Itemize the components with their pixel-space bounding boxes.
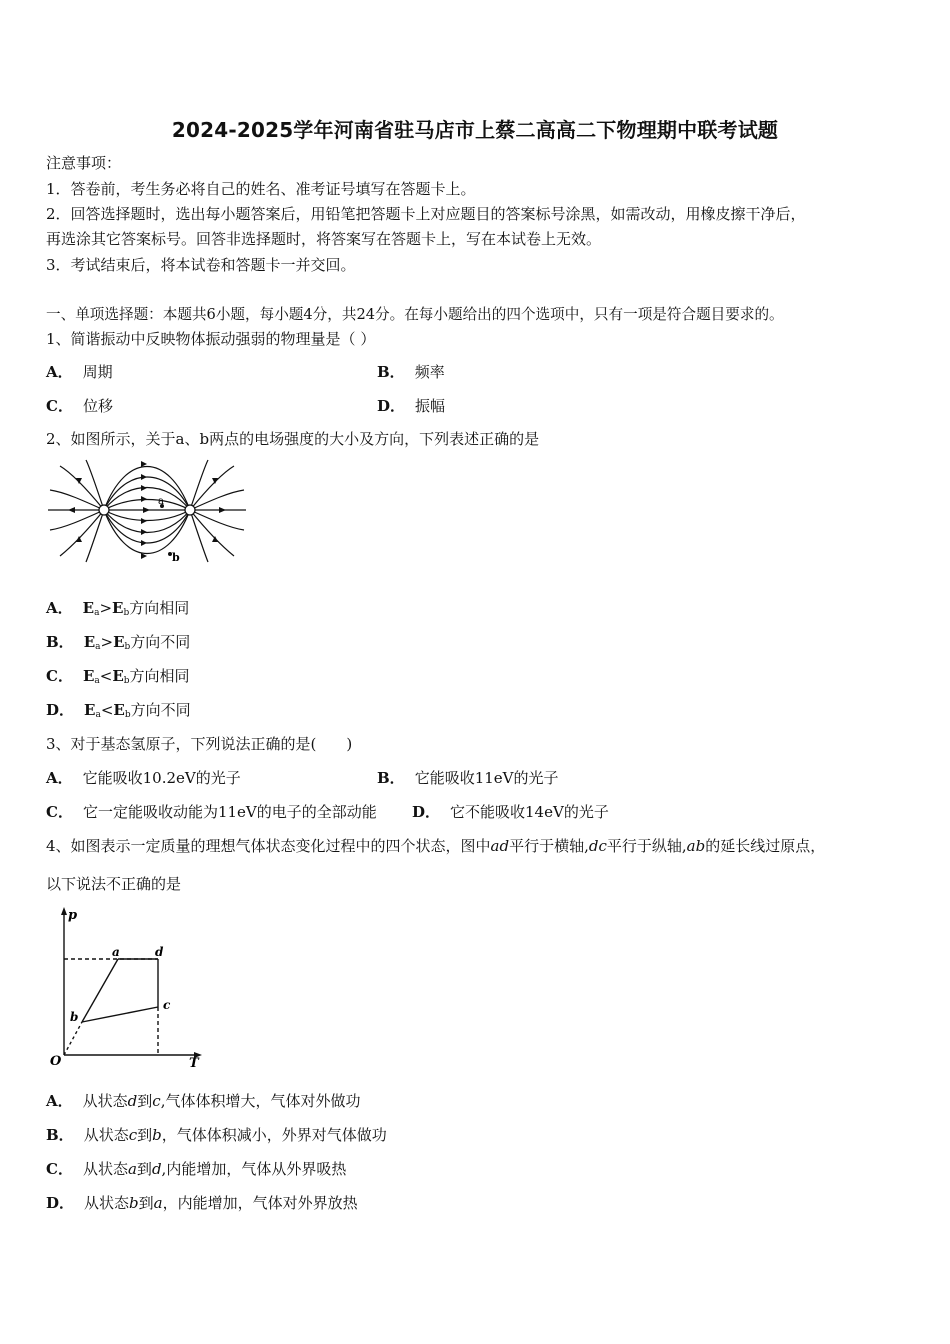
q2-option-a[interactable]: A． $E_a>E_b$方向相同 [46,599,190,618]
state-c-label: c [163,998,171,1012]
point-b-label: b [172,551,180,564]
q3-option-b[interactable]: B． 它能吸收11eV的光子 [377,769,559,787]
section-heading: 一、单项选择题：本题共6小题，每小题4分，共24分。在每小题给出的四个选项中，只有一项是符合题目要求的。 [46,306,784,323]
q4-stem-line2: 以下说法不正确的是 [46,875,182,893]
q3-option-c[interactable]: C． 它一定能吸收动能为11eV的电子的全部动能 [46,803,377,821]
state-a-label: a [112,945,120,959]
notice-item-2: 2．回答选择题时，选出每小题答案后，用铅笔把答题卡上对应题目的答案标号涂黑，如需改动，用橡皮擦干净后， [46,205,806,223]
q4-option-a[interactable]: A． 从状态d到c,气体体积增大，气体对外做功 [46,1092,361,1110]
q2-option-d[interactable]: D． $E_a<E_b$方向不同 [46,701,191,720]
axis-t-label: T [189,1056,199,1071]
q3-stem: 3、对于基态氢原子，下列说法正确的是( ) [46,735,353,753]
notice-item-2-cont: 再选涂其它答案标号。回答非选择题时，将答案写在答题卡上，写在本试卷上无效。 [46,230,602,248]
p-t-graph-figure [46,905,206,1071]
q2-option-c[interactable]: C． $E_a<E_b$方向相同 [46,667,190,686]
state-b-label: b [70,1010,79,1024]
q1-option-c[interactable]: C． 位移 [46,397,113,415]
notice-heading: 注意事项： [46,154,122,172]
state-d-label: d [155,945,164,959]
notice-item-3: 3．考试结束后，将本试卷和答题卡一并交回。 [46,256,356,274]
q1-option-a[interactable]: A． 周期 [46,363,113,381]
point-a-label: a [158,496,164,507]
q1-option-b[interactable]: B． 频率 [377,363,445,381]
electric-field-figure [46,458,250,566]
notice-item-1: 1．答卷前，考生务必将自己的姓名、准考证号填写在答题卡上。 [46,180,476,198]
q2-stem: 2、如图所示，关于a、b两点的电场强度的大小及方向，下列表述正确的是 [46,430,540,448]
q4-option-b[interactable]: B． 从状态c到b，气体体积减小，外界对气体做功 [46,1126,387,1144]
q3-option-d[interactable]: D． 它不能吸收14eV的光子 [412,803,609,821]
q4-option-c[interactable]: C． 从状态a到d,内能增加，气体从外界吸热 [46,1160,347,1178]
q2-option-b[interactable]: B． $E_a>E_b$方向不同 [46,633,191,652]
q3-option-a[interactable]: A． 它能吸收10.2eV的光子 [46,769,241,787]
page-title: 2024-2025学年河南省驻马店市上蔡二高高二下物理期中联考试题 [171,118,779,142]
q4-option-d[interactable]: D． 从状态b到a，内能增加，气体对外界放热 [46,1194,358,1212]
axis-p-label: p [68,908,78,923]
q1-option-d[interactable]: D． 振幅 [377,397,446,415]
q4-stem: 4、如图表示一定质量的理想气体状态变化过程中的四个状态，图中ad平行于横轴,dc平行于纵轴,ab的延长线过原点， [46,837,826,855]
origin-label: O [50,1054,62,1069]
q1-stem: 1、简谐振动中反映物体振动强弱的物理量是（ ） [46,330,376,348]
